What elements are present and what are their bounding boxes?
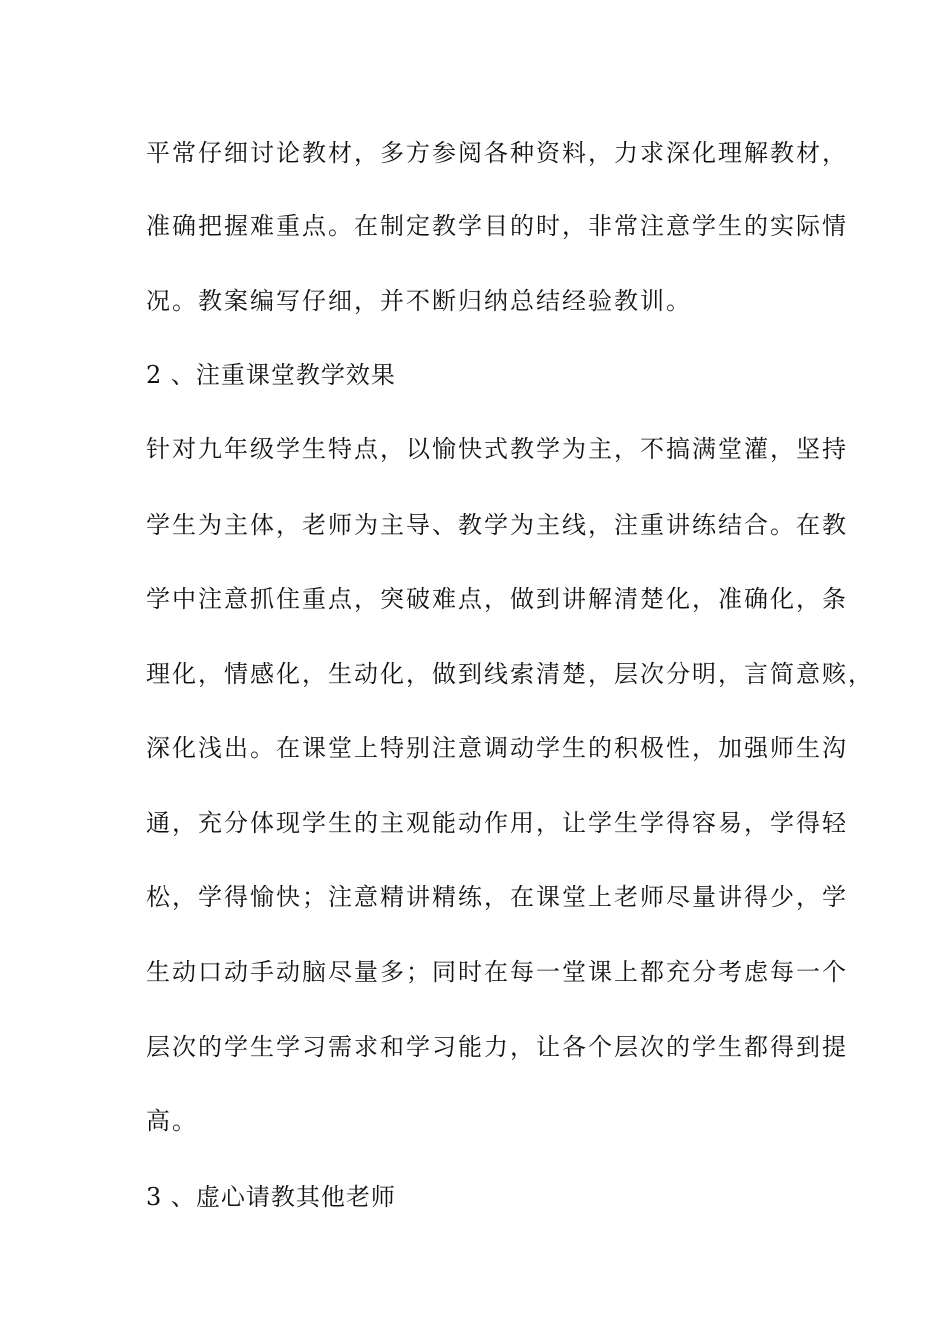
section-heading: 3 、虚心请教其他老师	[146, 1183, 396, 1211]
paragraph-line: 深化浅出。在课堂上特别注意调动学生的积极性，加强师生沟	[146, 734, 848, 762]
paragraph-line: 平常仔细讨论教材，多方参阅各种资料，力求深化理解教材，	[146, 139, 848, 167]
paragraph-line: 生动口动手动脑尽量多；同时在每一堂课上都充分考虑每一个	[146, 958, 848, 986]
paragraph-line: 况。教案编写仔细，并不断归纳总结经验教训。	[146, 287, 692, 315]
paragraph-line: 学生为主体，老师为主导、教学为主线，注重讲练结合。在教	[146, 511, 848, 539]
paragraph-line: 通，充分体现学生的主观能动作用，让学生学得容易，学得轻	[146, 809, 848, 837]
paragraph-line: 准确把握难重点。在制定教学目的时，非常注意学生的实际情	[146, 212, 848, 240]
paragraph-line: 针对九年级学生特点，以愉快式教学为主，不搞满堂灌，坚持	[146, 435, 848, 463]
paragraph-line: 层次的学生学习需求和学习能力，让各个层次的学生都得到提	[146, 1033, 848, 1061]
section-heading: 2 、注重课堂教学效果	[146, 361, 396, 389]
paragraph-line: 理化，情感化，生动化，做到线索清楚，层次分明，言简意赅，	[146, 660, 874, 688]
paragraph-line: 高。	[146, 1107, 198, 1135]
paragraph-line: 松，学得愉快；注意精讲精练，在课堂上老师尽量讲得少，学	[146, 883, 848, 911]
paragraph-line: 学中注意抓住重点，突破难点，做到讲解清楚化，准确化，条	[146, 585, 848, 613]
